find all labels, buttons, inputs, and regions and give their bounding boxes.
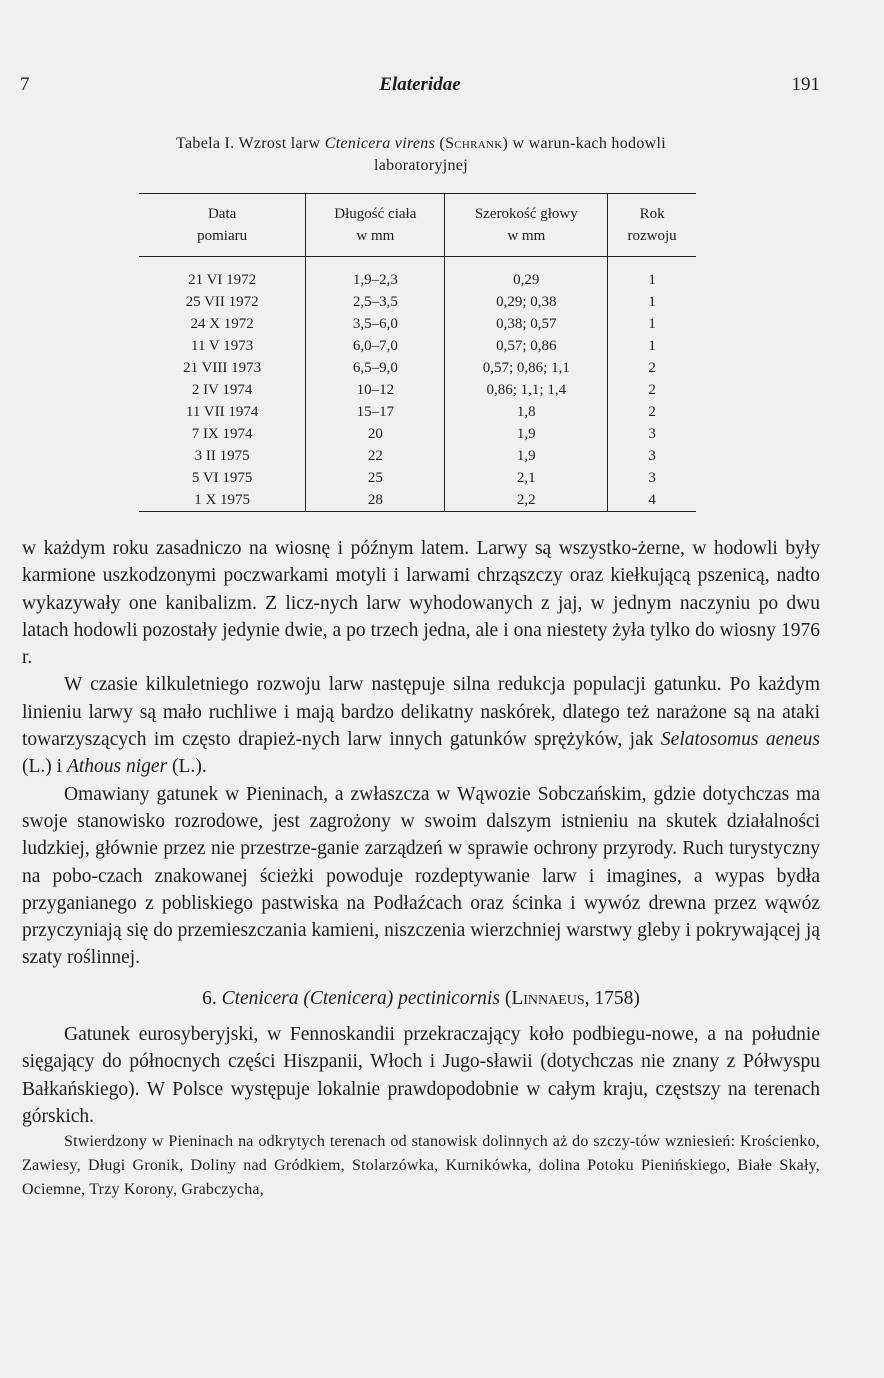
cell-width: 0,57; 0,86 [445,335,608,357]
cell-length: 28 [306,489,445,512]
chapter-number: 7 [20,74,30,95]
table-row [139,357,696,379]
cell-year: 2 [608,379,696,401]
cell-year: 3 [608,423,696,445]
cell-date: 21 VIII 1973 [183,360,262,376]
table-header-row [139,194,696,257]
cell-length: 25 [306,467,445,489]
cell-width: 0,38; 0,57 [445,313,608,335]
cell-width: 2,2 [445,489,608,512]
paragraph-2: W czasie kilkuletniego rozwoju larw następuje silna redukcja populacji gatunku. Po każdym linieniu larwy są mało ruchliwe i mają bardzo delikatny naskórek, dlatego też narażone są na ataki towarzyszących im często drapież-nych larw innych gatunków sprężyków, jak Selatosomus aeneus (L.) i Athous niger (L.). [22,674,820,778]
paragraph-4: Gatunek eurosyberyjski, w Fennoskandii przekraczający koło podbiegu-nowe, a na południe sięgający do północnych części Hiszpanii, Włoch i Jugo-sławii (dotychczas nie znany z Półwyspu Bałkańskiego). W Polsce występuje lokalnie prawdopodobnie w całym kraju, częstszy na terenach górskich. [22,1024,820,1127]
table-row [139,401,696,423]
header-date: Data pomiaru [139,194,306,257]
cell-year: 1 [608,257,696,292]
cell-year: 3 [608,445,696,467]
page-number: 191 [791,74,820,95]
table-row [139,489,696,512]
table-row [139,335,696,357]
cell-year: 2 [608,401,696,423]
cell-length: 15–17 [306,401,445,423]
species-name: Selatosomus aeneus [660,729,820,751]
header-body-length: Długość ciała w mm [306,194,445,257]
cell-date: 7 IX 1974 [191,426,253,442]
cell-width: 0,57; 0,86; 1,1 [445,357,608,379]
caption-prefix: Tabela I. Wzrost larw [176,135,325,152]
cell-year: 3 [608,467,696,489]
table-row [139,445,696,467]
cell-length: 10–12 [306,379,445,401]
cell-width: 1,9 [445,423,608,445]
cell-width: 2,1 [445,467,608,489]
cell-length: 22 [306,445,445,467]
table-row [139,313,696,335]
caption-suffix: ) w warun-kach hodowli laboratoryjnej [374,135,666,174]
table-row [139,257,696,292]
cell-year: 1 [608,291,696,313]
header-year: Rok rozwoju [608,194,696,257]
species-name: Athous niger [66,756,168,778]
cell-length: 20 [306,423,445,445]
locality-paragraph: Stwierdzony w Pieninach na odkrytych terenach od stanowisk dolinnych aż do szczy-tów wzniesień: Krościenko, Zawiesy, Długi Gronik, Doliny nad Gródkiem, Stolarzówka, Kurnikówka, dolina Potoku Pienińskiego, Białe Skały, Ociemne, Trzy Korony, Grabczycha, [22,1133,820,1199]
cell-length: 3,5–6,0 [306,313,445,335]
cell-year: 4 [608,489,696,512]
table-caption [135,133,707,177]
table-row [139,291,696,313]
table-row [139,467,696,489]
growth-table [139,193,696,512]
cell-width: 1,8 [445,401,608,423]
cell-year: 1 [608,313,696,335]
cell-width: 1,9 [445,445,608,467]
cell-date: 11 VII 1974 [185,404,259,420]
cell-date: 1 X 1975 [139,489,306,512]
caption-paren: ( [435,135,446,152]
section-heading: 6. Ctenicera (Ctenicera) pectinicornis (Linnaeus, 1758) [202,987,640,1009]
paragraph-1: w każdym roku zasadniczo na wiosnę i późnym latem. Larwy są wszystko-żerne, w hodowli były karmione uszkodzonymi poczwarkami motyli i larwami chrząszczy oraz kiełkującą pszenicą, nadto wykazywały one kanibalizm. Z licz-nych larw wyhodowanych z jaj, w jednym naczyniu po dwu latach hodowli pozostały jedynie dwie, a po trzech jedna, ale i ona niestety żyła tylko do wiosny 1976 r. [22,538,820,669]
cell-date: 25 VII 1972 [185,294,259,310]
cell-date: 21 VI 1972 [188,272,257,288]
table-row [139,379,696,401]
cell-length: 1,9–2,3 [306,257,445,292]
cell-length: 2,5–3,5 [306,291,445,313]
cell-date: 11 V 1973 [191,338,254,354]
page-header [20,74,820,100]
running-title: Elateridae [379,74,461,95]
paragraph-3: Omawiany gatunek w Pieninach, a zwłaszcza w Wąwozie Sobczańskim, gdzie dotychczas ma swoje stanowisko rozrodowe, jest zagrożony w swoim dalszym istnieniu na skutek działalności ludzkiej, głównie przez nie przestrze-ganie zarządzeń w sprawie ochrony przyrody. Ruch turystyczny na pobo-czach znakowanej ścieżki powoduje rozdeptywanie larw i imagines, a wypas bydła przyganianego z pobliskiego pastwiska na Podłaźcach oraz ścinka i wywóz drewna przez wąwóz przyczyniają się do przemieszczania kamieni, niszczenia wierzchniej warstwy gleby i pokrywającej ją szaty roślinnej. [22,783,820,969]
header-head-width: Szerokość głowy w mm [445,194,608,257]
cell-width: 0,86; 1,1; 1,4 [445,379,608,401]
body-text [22,535,820,1202]
cell-length: 6,5–9,0 [306,357,445,379]
cell-width: 0,29; 0,38 [445,291,608,313]
cell-date: 2 IV 1974 [191,382,253,398]
cell-date: 3 II 1975 [194,448,250,464]
cell-length: 6,0–7,0 [306,335,445,357]
cell-year: 2 [608,357,696,379]
caption-author: Schrank [445,135,503,152]
caption-species: Ctenicera virens [324,135,436,152]
cell-width: 0,29 [445,257,608,292]
cell-date: 5 VI 1975 [191,470,253,486]
cell-date: 24 X 1972 [190,316,254,332]
table-row [139,423,696,445]
cell-year: 1 [608,335,696,357]
